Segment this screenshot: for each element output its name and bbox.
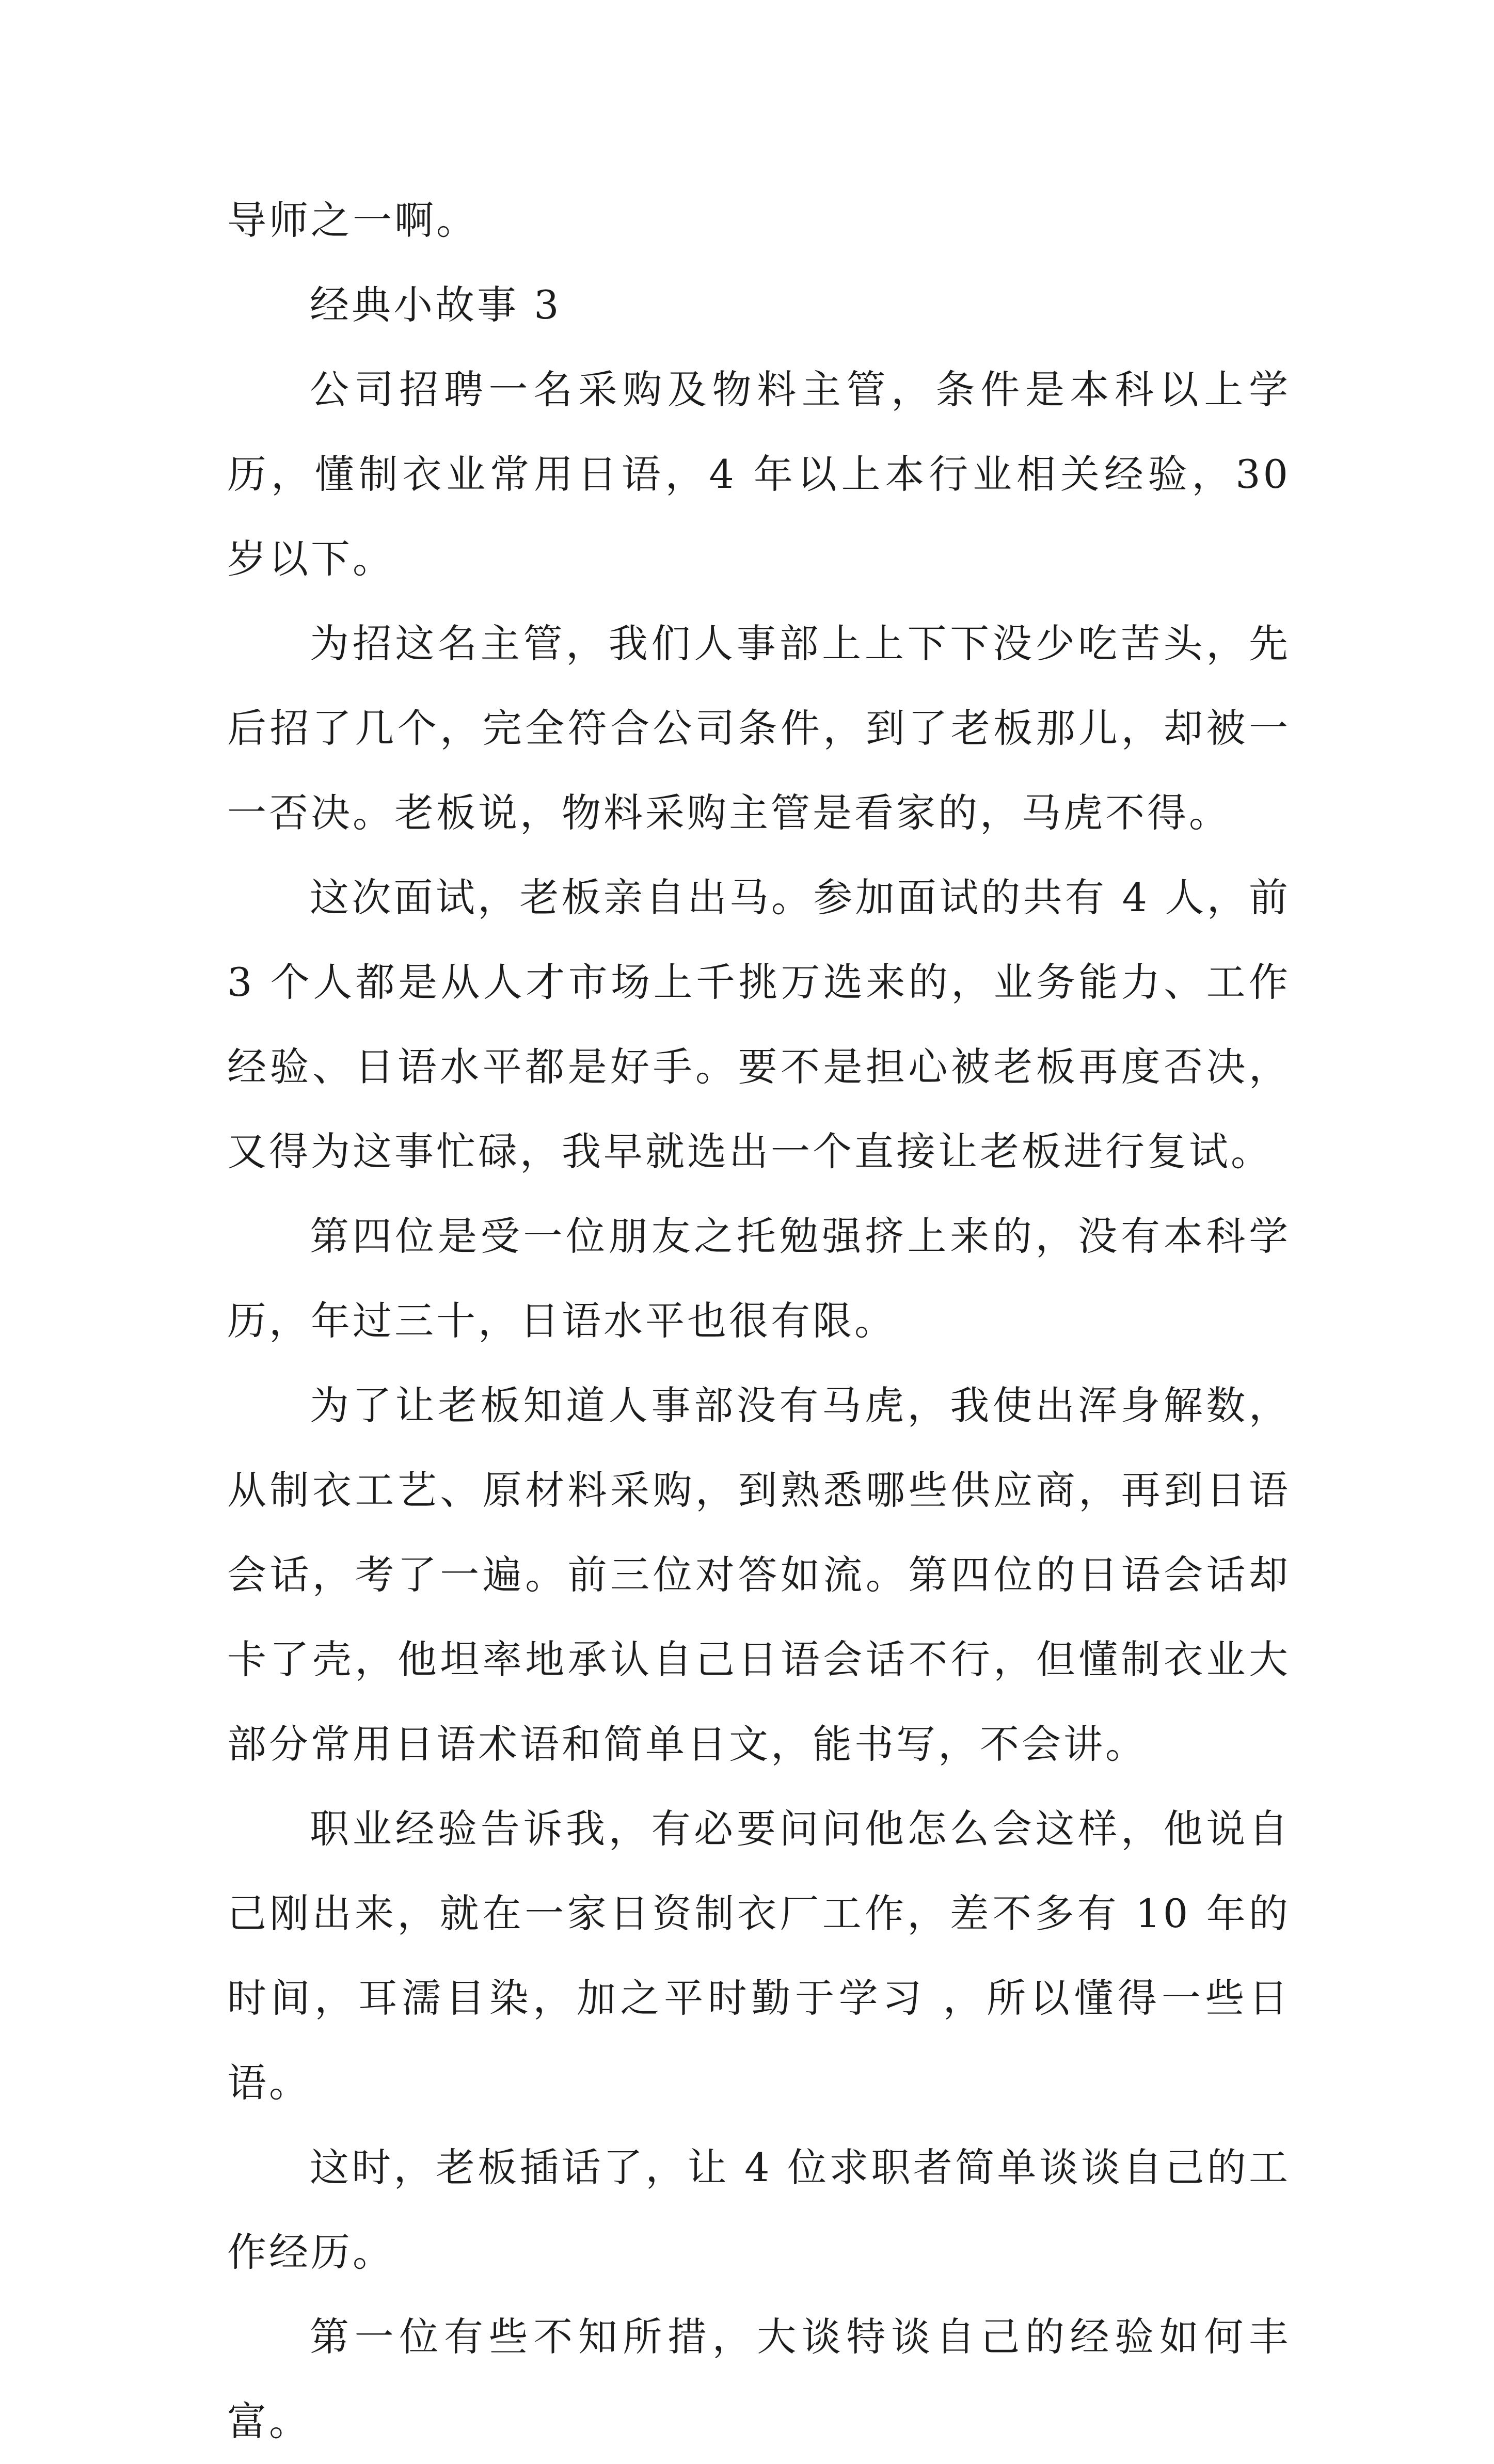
paragraph-2: 为招这名主管，我们人事部上上下下没少吃苦头，先后招了几个，完全符合公司条件，到了老板那儿，却被一一否决。老板说，物料采购主管是看家的，马虎不得。: [227, 621, 1291, 836]
paragraph-5: 为了让老板知道人事部没有马虎，我使出浑身解数，从制衣工艺、原材料采购，到熟悉哪些供应商，再到日语会话，考了一遍。前三位对答如流。第四位的日语会话却卡了壳，他坦率地承认自己日语会话不行，但懂制衣业大部分常用日语术语和简单日文，能书写，不会讲。: [227, 1382, 1291, 1767]
paragraph-6: 职业经验告诉我，有必要问问他怎么会这样，他说自己刚出来，就在一家日资制衣厂工作，差不多有 10 年的时间，耳濡目染，加之平时勤于学习 ，所以懂得一些日语。: [227, 1806, 1291, 2106]
document-body: [227, 178, 1291, 2464]
paragraph-1: 公司招聘一名采购及物料主管，条件是本科以上学历，懂制衣业常用日语，4 年以上本行业相关经验，30 岁以下。: [227, 367, 1291, 582]
lead-line: 导师之一啊。: [227, 197, 478, 243]
paragraph-4: 第四位是受一位朋友之托勉强挤上来的，没有本科学历，年过三十，日语水平也很有限。: [227, 1213, 1291, 1344]
paragraph-7: 这时，老板插话了，让 4 位求职者简单谈谈自己的工作经历。: [227, 2144, 1291, 2275]
paragraph-8: 第一位有些不知所措，大谈特谈自己的经验如何丰富。: [227, 2314, 1291, 2444]
paragraph-3: 这次面试，老板亲自出马。参加面试的共有 4 人，前 3 个人都是从人才市场上千挑万选来的，业务能力、工作经验、日语水平都是好手。要不是担心被老板再度否决，又得为这事忙碌，我早就选出一个直接让老板进行复试。: [227, 875, 1291, 1174]
story-heading: 经典小故事 3: [310, 282, 562, 328]
